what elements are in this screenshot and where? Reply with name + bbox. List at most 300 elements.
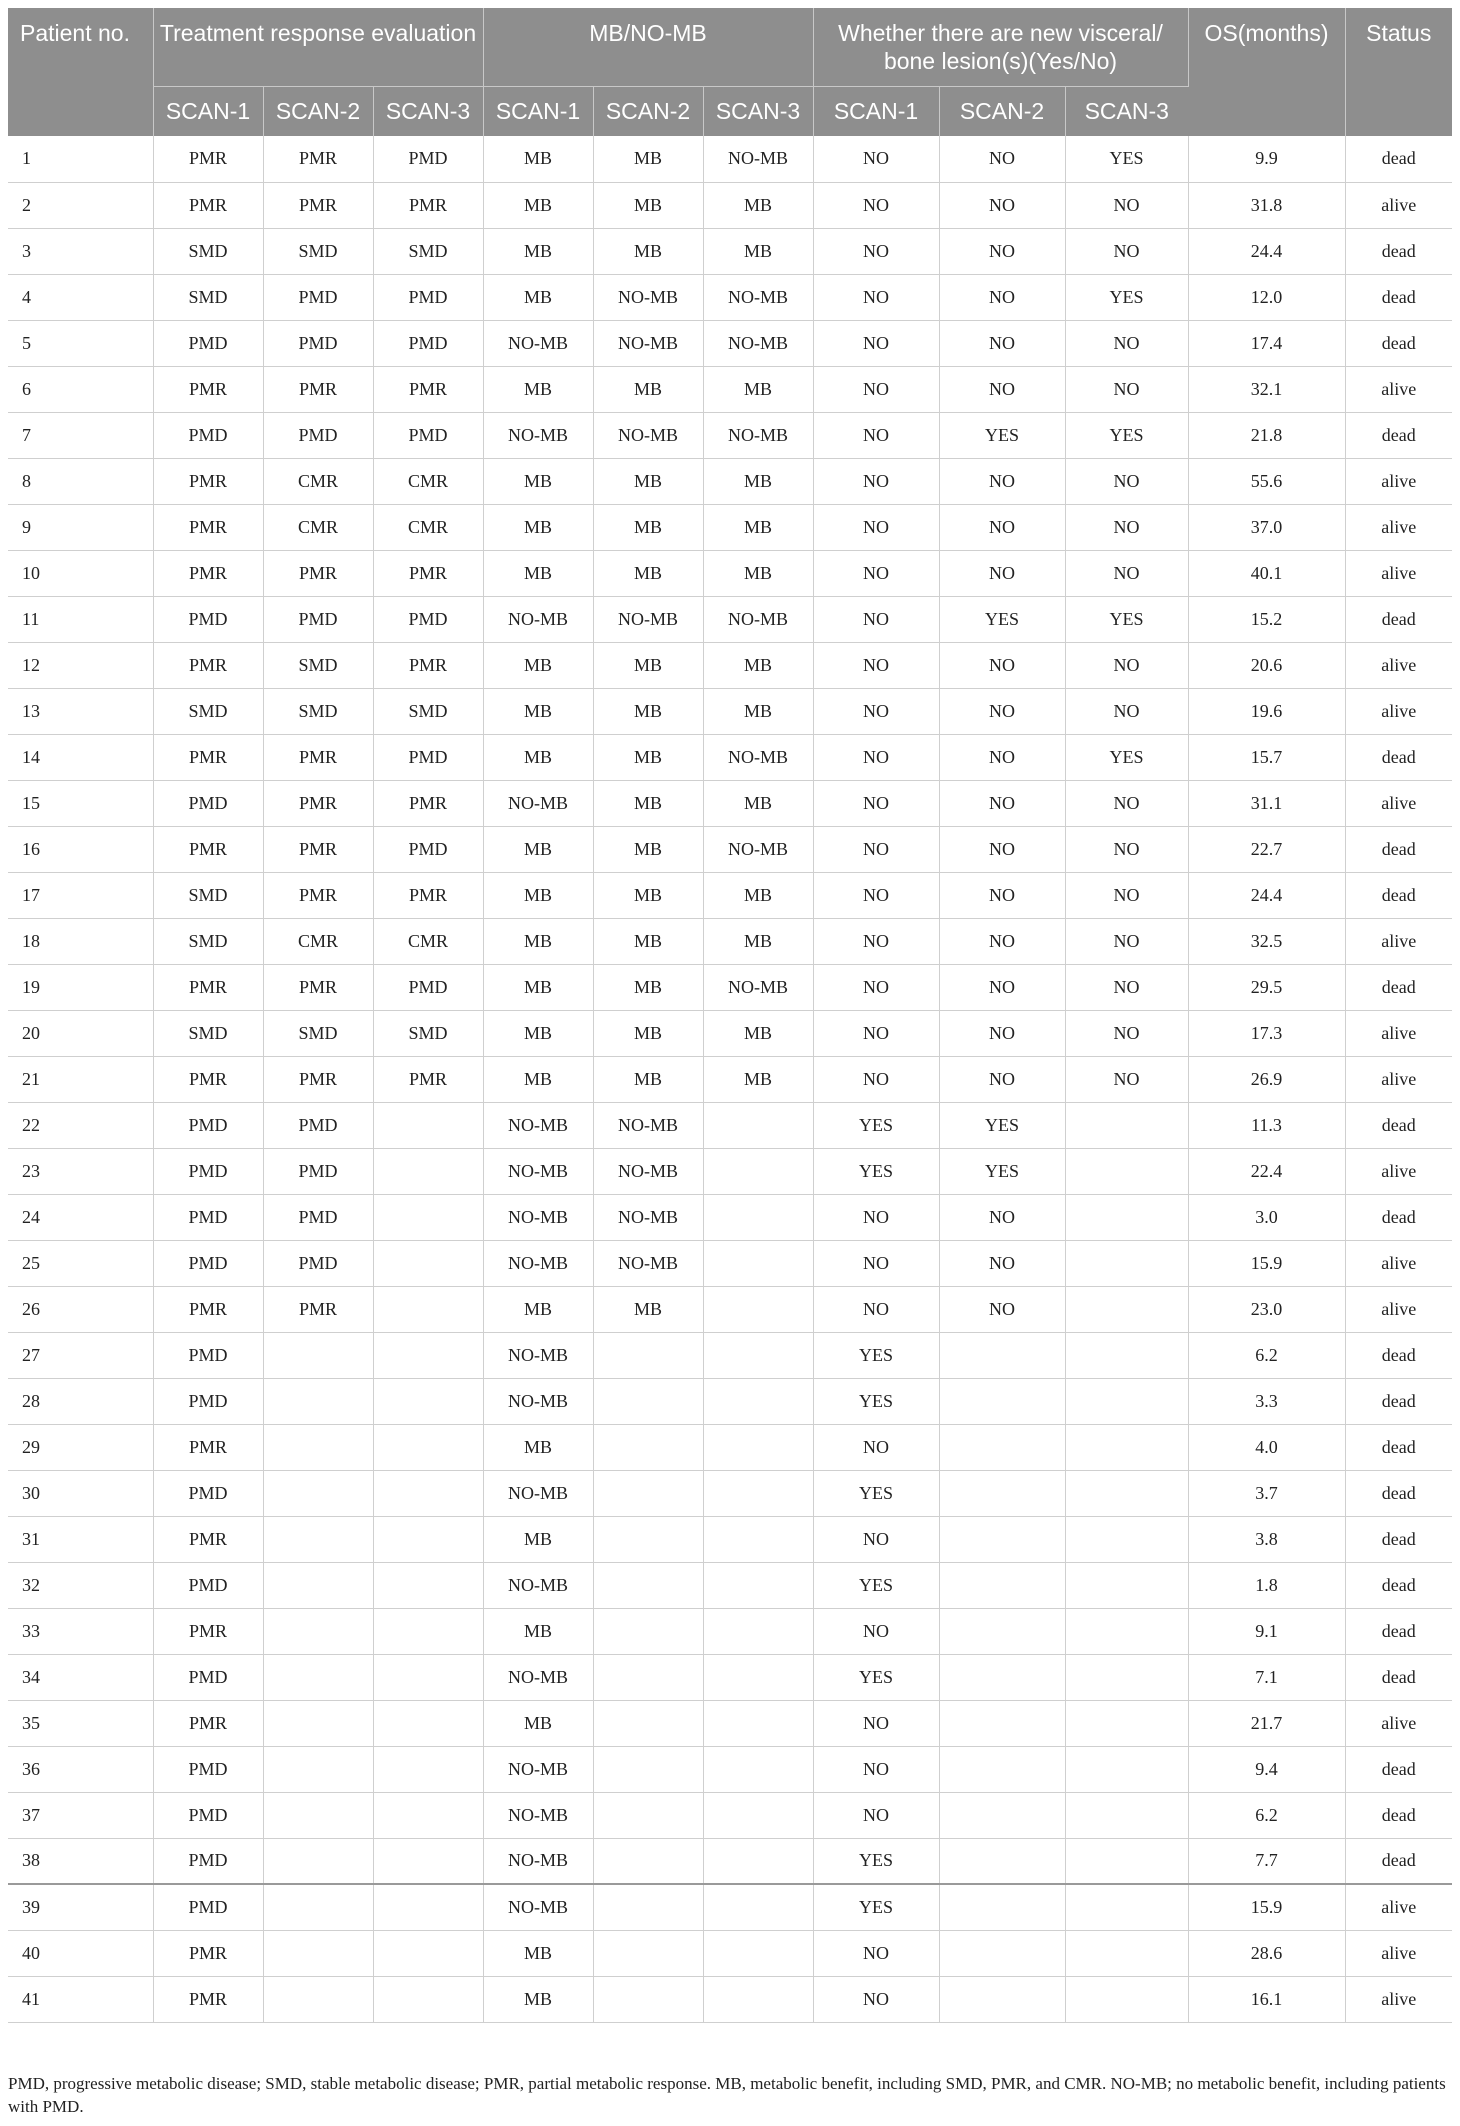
cell-lesion-scan-3: YES	[1065, 136, 1188, 182]
cell-patient-no: 1	[8, 136, 153, 182]
cell-mb-scan-2: MB	[593, 964, 703, 1010]
cell-os-months: 40.1	[1188, 550, 1345, 596]
cell-lesion-scan-2: NO	[939, 642, 1065, 688]
cell-mb-scan-3	[703, 1792, 813, 1838]
cell-status: dead	[1345, 1608, 1452, 1654]
cell-patient-no: 20	[8, 1010, 153, 1056]
cell-mb-scan-3: MB	[703, 504, 813, 550]
header-row-top	[8, 8, 1452, 86]
cell-lesion-scan-2	[939, 1792, 1065, 1838]
cell-tr-scan-3	[373, 1792, 483, 1838]
cell-mb-scan-2: NO-MB	[593, 1240, 703, 1286]
table-row	[8, 320, 1452, 366]
cell-lesion-scan-1: NO	[813, 642, 939, 688]
cell-mb-scan-1: MB	[483, 826, 593, 872]
cell-mb-scan-2: MB	[593, 918, 703, 964]
cell-mb-scan-3: MB	[703, 1056, 813, 1102]
cell-patient-no: 30	[8, 1470, 153, 1516]
cell-lesion-scan-1: YES	[813, 1470, 939, 1516]
cell-lesion-scan-2: NO	[939, 1056, 1065, 1102]
cell-lesion-scan-2	[939, 1424, 1065, 1470]
table-row	[8, 1976, 1452, 2022]
cell-status: alive	[1345, 918, 1452, 964]
cell-patient-no: 13	[8, 688, 153, 734]
cell-os-months: 7.7	[1188, 1838, 1345, 1884]
table-row	[8, 1516, 1452, 1562]
cell-mb-scan-3	[703, 1424, 813, 1470]
table-row	[8, 550, 1452, 596]
cell-tr-scan-1: PMR	[153, 550, 263, 596]
cell-lesion-scan-3: NO	[1065, 826, 1188, 872]
cell-tr-scan-2	[263, 1838, 373, 1884]
table-row	[8, 1608, 1452, 1654]
cell-tr-scan-1: PMR	[153, 1930, 263, 1976]
cell-patient-no: 4	[8, 274, 153, 320]
cell-tr-scan-1: PMD	[153, 1562, 263, 1608]
cell-lesion-scan-2: NO	[939, 136, 1065, 182]
cell-tr-scan-2: PMR	[263, 182, 373, 228]
cell-tr-scan-3: PMD	[373, 274, 483, 320]
cell-lesion-scan-1: NO	[813, 1608, 939, 1654]
cell-mb-scan-2	[593, 1562, 703, 1608]
cell-tr-scan-3	[373, 1884, 483, 1930]
cell-tr-scan-1: SMD	[153, 1010, 263, 1056]
cell-tr-scan-3	[373, 1332, 483, 1378]
table-row	[8, 1010, 1452, 1056]
cell-tr-scan-2	[263, 1424, 373, 1470]
cell-mb-scan-1: MB	[483, 274, 593, 320]
cell-lesion-scan-2	[939, 1378, 1065, 1424]
cell-patient-no: 26	[8, 1286, 153, 1332]
cell-os-months: 37.0	[1188, 504, 1345, 550]
cell-tr-scan-2: PMR	[263, 964, 373, 1010]
cell-lesion-scan-3	[1065, 1424, 1188, 1470]
cell-lesion-scan-3: NO	[1065, 642, 1188, 688]
cell-tr-scan-3: CMR	[373, 504, 483, 550]
header-tr-scan-1: SCAN-1	[153, 86, 263, 136]
cell-os-months: 21.7	[1188, 1700, 1345, 1746]
cell-mb-scan-3: MB	[703, 366, 813, 412]
cell-status: alive	[1345, 1148, 1452, 1194]
cell-tr-scan-2: PMD	[263, 412, 373, 458]
cell-lesion-scan-3: NO	[1065, 872, 1188, 918]
cell-mb-scan-3: NO-MB	[703, 826, 813, 872]
cell-patient-no: 17	[8, 872, 153, 918]
cell-tr-scan-3: PMD	[373, 596, 483, 642]
cell-os-months: 31.8	[1188, 182, 1345, 228]
cell-tr-scan-3: PMR	[373, 1056, 483, 1102]
cell-tr-scan-1: SMD	[153, 228, 263, 274]
cell-os-months: 6.2	[1188, 1792, 1345, 1838]
cell-tr-scan-2: PMD	[263, 1240, 373, 1286]
table-row	[8, 780, 1452, 826]
cell-lesion-scan-2: NO	[939, 320, 1065, 366]
cell-status: alive	[1345, 182, 1452, 228]
cell-lesion-scan-1: NO	[813, 1516, 939, 1562]
table-header	[8, 8, 1452, 136]
cell-patient-no: 16	[8, 826, 153, 872]
cell-mb-scan-1: MB	[483, 504, 593, 550]
cell-mb-scan-2: NO-MB	[593, 1194, 703, 1240]
cell-status: alive	[1345, 688, 1452, 734]
cell-lesion-scan-1: YES	[813, 1654, 939, 1700]
cell-status: dead	[1345, 1746, 1452, 1792]
cell-mb-scan-3	[703, 1838, 813, 1884]
cell-os-months: 19.6	[1188, 688, 1345, 734]
cell-os-months: 7.1	[1188, 1654, 1345, 1700]
cell-os-months: 22.4	[1188, 1148, 1345, 1194]
cell-mb-scan-1: MB	[483, 1976, 593, 2022]
cell-os-months: 32.5	[1188, 918, 1345, 964]
cell-tr-scan-2: CMR	[263, 918, 373, 964]
cell-tr-scan-2	[263, 1516, 373, 1562]
cell-status: alive	[1345, 458, 1452, 504]
header-mb-scan-3: SCAN-3	[703, 86, 813, 136]
cell-lesion-scan-3	[1065, 1654, 1188, 1700]
cell-tr-scan-2: PMR	[263, 734, 373, 780]
cell-lesion-scan-3	[1065, 1562, 1188, 1608]
cell-lesion-scan-1: NO	[813, 550, 939, 596]
cell-lesion-scan-3: YES	[1065, 734, 1188, 780]
cell-os-months: 15.2	[1188, 596, 1345, 642]
cell-mb-scan-3	[703, 1470, 813, 1516]
cell-lesion-scan-2: NO	[939, 872, 1065, 918]
table-row	[8, 1148, 1452, 1194]
cell-lesion-scan-3	[1065, 1470, 1188, 1516]
cell-mb-scan-1: MB	[483, 1608, 593, 1654]
cell-mb-scan-2: NO-MB	[593, 596, 703, 642]
cell-mb-scan-1: NO-MB	[483, 1654, 593, 1700]
cell-mb-scan-3: MB	[703, 182, 813, 228]
table-row	[8, 1562, 1452, 1608]
table-row	[8, 872, 1452, 918]
cell-mb-scan-3: MB	[703, 642, 813, 688]
cell-lesion-scan-2	[939, 1516, 1065, 1562]
cell-patient-no: 41	[8, 1976, 153, 2022]
cell-tr-scan-2: CMR	[263, 504, 373, 550]
cell-tr-scan-2: CMR	[263, 458, 373, 504]
cell-status: dead	[1345, 872, 1452, 918]
cell-mb-scan-1: NO-MB	[483, 1792, 593, 1838]
cell-patient-no: 36	[8, 1746, 153, 1792]
cell-mb-scan-1: MB	[483, 1516, 593, 1562]
cell-mb-scan-2	[593, 1654, 703, 1700]
cell-tr-scan-1: PMR	[153, 1286, 263, 1332]
header-patient-no: Patient no.	[8, 8, 153, 136]
cell-lesion-scan-1: NO	[813, 458, 939, 504]
header-treatment-response: Treatment response evaluation	[153, 8, 483, 86]
cell-mb-scan-3: NO-MB	[703, 734, 813, 780]
cell-status: dead	[1345, 320, 1452, 366]
cell-mb-scan-2	[593, 1884, 703, 1930]
cell-mb-scan-3	[703, 1884, 813, 1930]
cell-tr-scan-1: PMR	[153, 136, 263, 182]
cell-status: alive	[1345, 1010, 1452, 1056]
cell-status: dead	[1345, 1378, 1452, 1424]
header-tr-scan-3: SCAN-3	[373, 86, 483, 136]
cell-patient-no: 24	[8, 1194, 153, 1240]
cell-status: dead	[1345, 412, 1452, 458]
cell-tr-scan-1: PMR	[153, 1516, 263, 1562]
cell-tr-scan-3: SMD	[373, 688, 483, 734]
cell-lesion-scan-2	[939, 1562, 1065, 1608]
cell-mb-scan-3: NO-MB	[703, 412, 813, 458]
cell-lesion-scan-2: NO	[939, 1286, 1065, 1332]
cell-lesion-scan-3	[1065, 1240, 1188, 1286]
table-row	[8, 1240, 1452, 1286]
cell-tr-scan-2: PMD	[263, 1102, 373, 1148]
cell-patient-no: 18	[8, 918, 153, 964]
cell-tr-scan-2	[263, 1378, 373, 1424]
cell-lesion-scan-2: NO	[939, 228, 1065, 274]
header-lesion-scan-1: SCAN-1	[813, 86, 939, 136]
cell-patient-no: 39	[8, 1884, 153, 1930]
table-row	[8, 1332, 1452, 1378]
cell-lesion-scan-1: NO	[813, 320, 939, 366]
cell-mb-scan-2: MB	[593, 872, 703, 918]
table-row	[8, 964, 1452, 1010]
cell-mb-scan-2	[593, 1930, 703, 1976]
table-row	[8, 228, 1452, 274]
cell-mb-scan-1: MB	[483, 918, 593, 964]
cell-tr-scan-1: PMR	[153, 182, 263, 228]
cell-lesion-scan-3: NO	[1065, 780, 1188, 826]
cell-tr-scan-1: PMR	[153, 458, 263, 504]
cell-tr-scan-1: PMD	[153, 1792, 263, 1838]
cell-os-months: 9.4	[1188, 1746, 1345, 1792]
cell-os-months: 9.1	[1188, 1608, 1345, 1654]
cell-mb-scan-2: MB	[593, 458, 703, 504]
cell-status: alive	[1345, 1976, 1452, 2022]
table-row	[8, 642, 1452, 688]
table-row	[8, 1838, 1452, 1884]
cell-status: dead	[1345, 964, 1452, 1010]
cell-tr-scan-3	[373, 1608, 483, 1654]
cell-tr-scan-2	[263, 1792, 373, 1838]
cell-mb-scan-3: MB	[703, 228, 813, 274]
cell-os-months: 9.9	[1188, 136, 1345, 182]
cell-lesion-scan-3: NO	[1065, 1010, 1188, 1056]
cell-mb-scan-3: NO-MB	[703, 136, 813, 182]
cell-mb-scan-1: MB	[483, 642, 593, 688]
cell-lesion-scan-1: NO	[813, 1194, 939, 1240]
cell-tr-scan-3	[373, 1378, 483, 1424]
cell-mb-scan-2	[593, 1700, 703, 1746]
cell-lesion-scan-3: NO	[1065, 366, 1188, 412]
cell-mb-scan-2: MB	[593, 1286, 703, 1332]
cell-os-months: 3.0	[1188, 1194, 1345, 1240]
table-row	[8, 1056, 1452, 1102]
header-lesion-scan-2: SCAN-2	[939, 86, 1065, 136]
cell-status: dead	[1345, 1838, 1452, 1884]
cell-mb-scan-1: NO-MB	[483, 1838, 593, 1884]
cell-mb-scan-2: NO-MB	[593, 274, 703, 320]
table-row	[8, 1654, 1452, 1700]
cell-patient-no: 12	[8, 642, 153, 688]
cell-mb-scan-1: MB	[483, 964, 593, 1010]
cell-mb-scan-2	[593, 1470, 703, 1516]
cell-mb-scan-1: MB	[483, 734, 593, 780]
cell-lesion-scan-3: NO	[1065, 228, 1188, 274]
cell-tr-scan-3	[373, 1286, 483, 1332]
cell-tr-scan-1: PMD	[153, 1654, 263, 1700]
table-row	[8, 412, 1452, 458]
cell-mb-scan-2: MB	[593, 136, 703, 182]
cell-lesion-scan-1: NO	[813, 1792, 939, 1838]
cell-mb-scan-2: MB	[593, 1056, 703, 1102]
table-row	[8, 1424, 1452, 1470]
cell-lesion-scan-1: NO	[813, 366, 939, 412]
table-row	[8, 688, 1452, 734]
cell-lesion-scan-3	[1065, 1792, 1188, 1838]
cell-patient-no: 15	[8, 780, 153, 826]
cell-status: alive	[1345, 1056, 1452, 1102]
cell-lesion-scan-2: YES	[939, 1102, 1065, 1148]
cell-mb-scan-2: MB	[593, 1010, 703, 1056]
cell-tr-scan-2	[263, 1654, 373, 1700]
cell-mb-scan-1: NO-MB	[483, 780, 593, 826]
cell-tr-scan-3: PMD	[373, 734, 483, 780]
cell-os-months: 21.8	[1188, 412, 1345, 458]
cell-lesion-scan-3: NO	[1065, 688, 1188, 734]
cell-lesion-scan-3: YES	[1065, 412, 1188, 458]
table-row	[8, 918, 1452, 964]
cell-tr-scan-2	[263, 1746, 373, 1792]
cell-tr-scan-1: PMD	[153, 1470, 263, 1516]
cell-mb-scan-3	[703, 1378, 813, 1424]
cell-os-months: 12.0	[1188, 274, 1345, 320]
cell-lesion-scan-1: NO	[813, 964, 939, 1010]
cell-mb-scan-3	[703, 1194, 813, 1240]
cell-mb-scan-1: NO-MB	[483, 1470, 593, 1516]
table-row	[8, 458, 1452, 504]
cell-tr-scan-3	[373, 1654, 483, 1700]
cell-tr-scan-3: PMR	[373, 872, 483, 918]
cell-patient-no: 38	[8, 1838, 153, 1884]
cell-tr-scan-3: PMD	[373, 826, 483, 872]
table-row	[8, 504, 1452, 550]
cell-tr-scan-1: PMD	[153, 412, 263, 458]
header-mb-scan-1: SCAN-1	[483, 86, 593, 136]
cell-mb-scan-3: MB	[703, 1010, 813, 1056]
cell-mb-scan-3	[703, 1562, 813, 1608]
cell-lesion-scan-1: NO	[813, 918, 939, 964]
cell-lesion-scan-3	[1065, 1746, 1188, 1792]
cell-status: alive	[1345, 550, 1452, 596]
cell-lesion-scan-2	[939, 1654, 1065, 1700]
cell-mb-scan-2: MB	[593, 826, 703, 872]
cell-lesion-scan-1: YES	[813, 1838, 939, 1884]
cell-status: dead	[1345, 826, 1452, 872]
cell-tr-scan-2	[263, 1608, 373, 1654]
cell-lesion-scan-2	[939, 1976, 1065, 2022]
cell-mb-scan-1: NO-MB	[483, 1194, 593, 1240]
cell-patient-no: 37	[8, 1792, 153, 1838]
cell-mb-scan-1: NO-MB	[483, 1746, 593, 1792]
table-row	[8, 136, 1452, 182]
cell-lesion-scan-2: NO	[939, 1194, 1065, 1240]
cell-mb-scan-3	[703, 1516, 813, 1562]
cell-status: alive	[1345, 1884, 1452, 1930]
cell-patient-no: 10	[8, 550, 153, 596]
cell-mb-scan-2	[593, 1792, 703, 1838]
cell-tr-scan-2: PMR	[263, 550, 373, 596]
cell-lesion-scan-3	[1065, 1332, 1188, 1378]
cell-lesion-scan-3	[1065, 1838, 1188, 1884]
cell-lesion-scan-3	[1065, 1930, 1188, 1976]
cell-lesion-scan-3: NO	[1065, 504, 1188, 550]
cell-os-months: 3.3	[1188, 1378, 1345, 1424]
cell-lesion-scan-2: NO	[939, 1240, 1065, 1286]
cell-tr-scan-3	[373, 1562, 483, 1608]
cell-tr-scan-1: PMR	[153, 1424, 263, 1470]
table-footnote: PMD, progressive metabolic disease; SMD, stable metabolic disease; PMR, partial metabolic response. MB, metabolic benefit, including SMD, PMR, and CMR. NO-MB; no metabolic benefit, including patients with PMD.	[8, 2074, 1446, 2116]
cell-tr-scan-2: PMD	[263, 1194, 373, 1240]
cell-os-months: 6.2	[1188, 1332, 1345, 1378]
cell-mb-scan-3	[703, 1746, 813, 1792]
cell-tr-scan-3: PMR	[373, 366, 483, 412]
cell-lesion-scan-2: NO	[939, 274, 1065, 320]
cell-mb-scan-2	[593, 1332, 703, 1378]
cell-lesion-scan-3: NO	[1065, 964, 1188, 1010]
header-new-lesion: Whether there are new visceral/ bone lesion(s)(Yes/No)	[813, 8, 1188, 86]
cell-mb-scan-1: NO-MB	[483, 1102, 593, 1148]
cell-lesion-scan-1: YES	[813, 1884, 939, 1930]
cell-patient-no: 6	[8, 366, 153, 412]
cell-mb-scan-1: NO-MB	[483, 1240, 593, 1286]
cell-tr-scan-1: PMR	[153, 1976, 263, 2022]
cell-os-months: 1.8	[1188, 1562, 1345, 1608]
cell-lesion-scan-3	[1065, 1700, 1188, 1746]
table-row	[8, 1378, 1452, 1424]
cell-mb-scan-2	[593, 1746, 703, 1792]
cell-tr-scan-1: PMR	[153, 1700, 263, 1746]
cell-tr-scan-2	[263, 1700, 373, 1746]
cell-tr-scan-1: SMD	[153, 872, 263, 918]
results-table-container	[8, 8, 1452, 2023]
cell-mb-scan-1: NO-MB	[483, 1378, 593, 1424]
cell-mb-scan-1: MB	[483, 1930, 593, 1976]
cell-mb-scan-2: NO-MB	[593, 1148, 703, 1194]
cell-lesion-scan-2: YES	[939, 412, 1065, 458]
cell-tr-scan-3: PMD	[373, 320, 483, 366]
cell-tr-scan-2: SMD	[263, 1010, 373, 1056]
cell-lesion-scan-2: NO	[939, 688, 1065, 734]
header-mb-no-mb: MB/NO-MB	[483, 8, 813, 86]
cell-mb-scan-2	[593, 1516, 703, 1562]
cell-lesion-scan-2	[939, 1884, 1065, 1930]
cell-patient-no: 23	[8, 1148, 153, 1194]
cell-mb-scan-3: MB	[703, 780, 813, 826]
cell-tr-scan-1: PMD	[153, 1884, 263, 1930]
cell-os-months: 29.5	[1188, 964, 1345, 1010]
cell-lesion-scan-1: NO	[813, 780, 939, 826]
cell-patient-no: 32	[8, 1562, 153, 1608]
cell-lesion-scan-2	[939, 1332, 1065, 1378]
cell-os-months: 15.7	[1188, 734, 1345, 780]
cell-tr-scan-1: PMR	[153, 734, 263, 780]
cell-status: dead	[1345, 1516, 1452, 1562]
cell-lesion-scan-2: NO	[939, 734, 1065, 780]
cell-mb-scan-3: NO-MB	[703, 274, 813, 320]
cell-tr-scan-3: SMD	[373, 1010, 483, 1056]
cell-patient-no: 31	[8, 1516, 153, 1562]
cell-status: dead	[1345, 1470, 1452, 1516]
cell-tr-scan-3: PMD	[373, 412, 483, 458]
cell-mb-scan-2: MB	[593, 734, 703, 780]
cell-lesion-scan-3: NO	[1065, 182, 1188, 228]
cell-os-months: 28.6	[1188, 1930, 1345, 1976]
